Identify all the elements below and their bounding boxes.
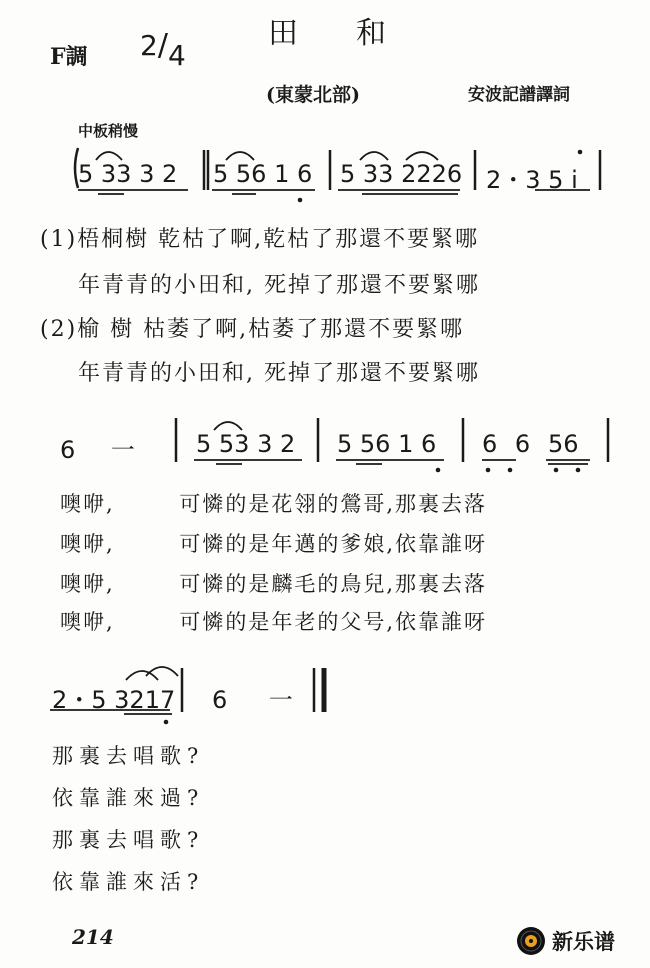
slur <box>406 152 438 160</box>
slur <box>360 152 388 160</box>
time-signature-top: 2 <box>140 29 158 62</box>
lyric-line: 年青青的小田和, 死掉了那還不要緊哪 <box>78 361 480 386</box>
lyric-line: 那裏去唱歌? <box>52 828 205 852</box>
staff-marks-1 <box>60 140 620 210</box>
measure-6-notes: 5 53 3 2 <box>196 430 296 458</box>
lyric-line: 噢咿, 可憐的是麟毛的鳥兒,那裏去落 <box>60 572 488 596</box>
lyric-line: 依靠誰來活? <box>52 870 205 894</box>
octave-dot <box>576 468 581 473</box>
lyric-line: 那裏去唱歌? <box>52 744 205 768</box>
lyric-line: (1)梧桐樹 乾枯了啊,乾枯了那還不要緊哪 <box>40 227 480 252</box>
slur <box>214 422 242 430</box>
measure-2-notes: 5 56 1 6 <box>213 160 313 188</box>
lyric-line: 依靠誰來過? <box>52 786 205 810</box>
octave-dot <box>436 468 441 473</box>
page-number: 214 <box>72 925 114 949</box>
octave-dot <box>554 468 559 473</box>
song-title: 田和 <box>268 16 444 51</box>
measure-3-notes: 5 33 2226 <box>340 160 463 188</box>
slur <box>226 152 254 160</box>
vinyl-record-icon <box>516 926 546 956</box>
slur <box>126 671 158 680</box>
key-signature: F調 <box>50 44 88 70</box>
measure-10-notes: 6 一 <box>212 686 293 714</box>
watermark-logo <box>516 926 615 956</box>
logo-text: 新乐谱 <box>552 930 615 954</box>
time-signature: 2/4 <box>140 28 186 72</box>
octave-dot <box>486 468 491 473</box>
octave-dot <box>164 720 169 725</box>
measure-8-notes-b: 56 <box>548 430 579 458</box>
staff-marks-2 <box>160 410 630 480</box>
octave-dot <box>298 198 303 203</box>
octave-dot <box>508 468 513 473</box>
measure-7-notes: 5 56 1 6 <box>337 430 437 458</box>
tempo-marking: 中板稍慢 <box>78 122 139 140</box>
measure-5-notes: 6 一 <box>60 436 135 464</box>
measure-8-notes-a: 6 6 <box>482 430 531 458</box>
credit: 安波記譜譯詞 <box>468 85 570 105</box>
measure-1-notes: 5 33 3 2 <box>78 160 178 188</box>
lyric-line: 噢咿, 可憐的是花翎的鶯哥,那裏去落 <box>60 492 488 516</box>
time-signature-bottom: 4 <box>167 39 186 72</box>
lyric-line: 年青青的小田和, 死掉了那還不要緊哪 <box>78 273 480 298</box>
octave-dot <box>578 150 583 155</box>
lyric-line: 噢咿, 可憐的是年老的父号,依靠誰呀 <box>60 610 488 634</box>
lyric-line: (2)榆 樹 枯萎了啊,枯萎了那還不要緊哪 <box>40 317 465 342</box>
repeat-bracket <box>75 148 78 188</box>
measure-9-notes: 2・5 3217 <box>52 686 176 714</box>
lyric-line: 噢咿, 可憐的是年邁的爹娘,依靠誰呀 <box>60 532 488 556</box>
subtitle: (東蒙北部) <box>266 84 360 106</box>
measure-4-notes: 2・3 5 i <box>486 166 578 194</box>
slur <box>96 152 122 160</box>
staff-marks-3 <box>50 650 350 730</box>
